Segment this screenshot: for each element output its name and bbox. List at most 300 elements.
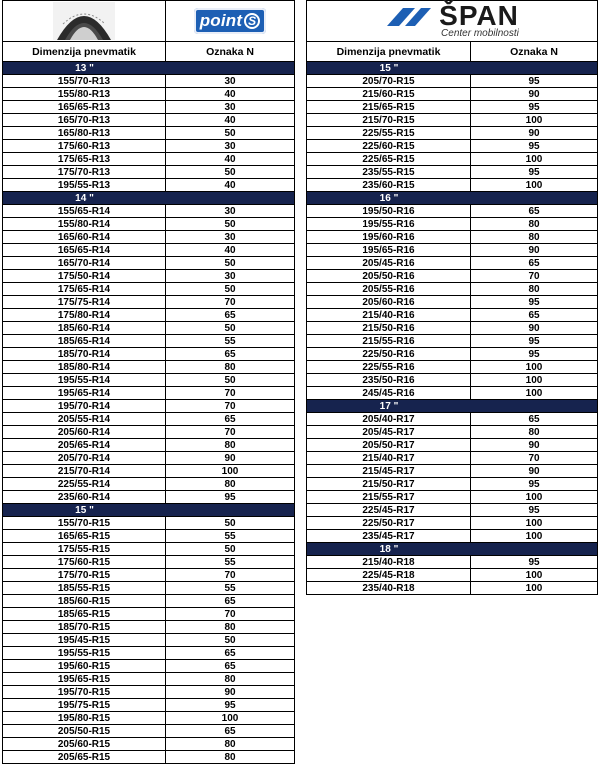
section-header: [3, 62, 294, 75]
tire-dimension: 205/40-R17: [307, 413, 471, 425]
tire-dimension: 185/65-R14: [3, 335, 166, 347]
mark-value: 80: [224, 621, 236, 633]
mark-value: 100: [221, 712, 239, 724]
section-header: [307, 400, 597, 413]
tire-dimension: 215/50-R16: [307, 322, 471, 334]
tire-dimension: 175/55-R15: [3, 543, 166, 555]
table-row: [307, 569, 597, 582]
mark-value: 95: [528, 478, 540, 490]
tire-dimension: 155/70-R13: [3, 75, 166, 87]
tire-icon: [53, 2, 115, 40]
table-row: [3, 426, 294, 439]
section-title: 14 ": [75, 192, 94, 204]
mark-value: 80: [528, 426, 540, 438]
mark-value: 70: [528, 270, 540, 282]
mark-value: 50: [224, 634, 236, 646]
span-logo-text: ŠPAN: [439, 0, 519, 31]
tire-dimension: 215/50-R17: [307, 478, 471, 490]
tire-dimension: 165/65-R14: [3, 244, 166, 256]
table-row: [307, 517, 597, 530]
table-row: [307, 504, 597, 517]
tire-dimension: 225/55-R15: [307, 127, 471, 139]
tire-dimension: 165/70-R14: [3, 257, 166, 269]
table-row: [307, 127, 597, 140]
right-tire-table: [306, 0, 598, 595]
table-row: [307, 582, 597, 594]
table-row: [3, 296, 294, 309]
tire-dimension: 215/70-R15: [307, 114, 471, 126]
table-row: [3, 322, 294, 335]
table-row: [3, 621, 294, 634]
mark-value: 30: [224, 270, 236, 282]
table-row: [3, 543, 294, 556]
tire-dimension: 195/75-R15: [3, 699, 166, 711]
span-logo-subtitle: Center mobilnosti: [441, 28, 519, 39]
mark-value: 50: [224, 517, 236, 529]
section-title: 13 ": [75, 62, 94, 74]
table-row: [3, 647, 294, 660]
mark-value: 40: [224, 88, 236, 100]
table-row: [307, 296, 597, 309]
mark-value: 80: [224, 478, 236, 490]
table-row: [3, 439, 294, 452]
mark-value: 90: [528, 465, 540, 477]
mark-value: 40: [224, 153, 236, 165]
mark-value: 80: [528, 218, 540, 230]
mark-value: 50: [224, 166, 236, 178]
tire-dimension: 185/70-R15: [3, 621, 166, 633]
tire-dimension: 225/55-R16: [307, 361, 471, 373]
left-tire-table: [2, 0, 295, 764]
mark-value: 65: [528, 413, 540, 425]
tire-dimension: 205/65-R15: [3, 751, 166, 763]
section-header: [3, 504, 294, 517]
table-row: [3, 348, 294, 361]
tire-dimension: 225/45-R18: [307, 569, 471, 581]
mark-value: 95: [224, 491, 236, 503]
right-rows: [307, 62, 597, 594]
table-row: [307, 322, 597, 335]
mark-value: 50: [224, 127, 236, 139]
mark-value: 65: [528, 309, 540, 321]
span-swoosh-icon: [385, 4, 433, 28]
tire-dimension: 185/60-R14: [3, 322, 166, 334]
mark-value: 95: [528, 75, 540, 87]
right-header-mark: Oznaka N: [510, 45, 558, 58]
tire-dimension: 195/70-R15: [3, 686, 166, 698]
tire-dimension: 195/65-R14: [3, 387, 166, 399]
left-header-dimension: Dimenzija pnevmatik: [3, 42, 166, 61]
tire-dimension: 235/40-R18: [307, 582, 471, 594]
mark-value: 90: [528, 127, 540, 139]
tire-dimension: 215/45-R17: [307, 465, 471, 477]
mark-value: 50: [224, 283, 236, 295]
mark-value: 90: [528, 439, 540, 451]
tire-dimension: 215/40-R17: [307, 452, 471, 464]
mark-value: 70: [224, 569, 236, 581]
table-row: [3, 387, 294, 400]
mark-value: 100: [525, 153, 543, 165]
mark-value: 65: [528, 205, 540, 217]
table-row: [307, 75, 597, 88]
tire-dimension: 205/50-R15: [3, 725, 166, 737]
mark-value: 80: [224, 673, 236, 685]
table-row: [307, 413, 597, 426]
mark-value: 55: [224, 530, 236, 542]
mark-value: 100: [525, 530, 543, 542]
tire-dimension: 165/65-R15: [3, 530, 166, 542]
table-row: [3, 660, 294, 673]
point-s-logo-text: point: [199, 11, 243, 30]
table-row: [307, 140, 597, 153]
tire-dimension: 225/60-R15: [307, 140, 471, 152]
tire-dimension: 235/45-R17: [307, 530, 471, 542]
tire-dimension: 205/65-R14: [3, 439, 166, 451]
tire-dimension: 175/70-R15: [3, 569, 166, 581]
tire-dimension: 195/70-R14: [3, 400, 166, 412]
table-row: [3, 491, 294, 504]
mark-value: 30: [224, 140, 236, 152]
table-row: [3, 582, 294, 595]
table-row: [3, 114, 294, 127]
table-row: [307, 452, 597, 465]
table-row: [307, 153, 597, 166]
mark-value: 95: [528, 101, 540, 113]
table-row: [3, 335, 294, 348]
mark-value: 80: [224, 439, 236, 451]
table-row: [307, 465, 597, 478]
table-row: [307, 244, 597, 257]
tire-dimension: 235/55-R15: [307, 166, 471, 178]
left-rows: [3, 62, 294, 763]
table-row: [3, 725, 294, 738]
mark-value: 40: [224, 114, 236, 126]
mark-value: 30: [224, 231, 236, 243]
table-row: [3, 231, 294, 244]
tire-dimension: 195/55-R14: [3, 374, 166, 386]
table-row: [307, 374, 597, 387]
right-logo-row: [307, 1, 597, 42]
table-row: [3, 244, 294, 257]
table-row: [3, 413, 294, 426]
mark-value: 65: [224, 413, 236, 425]
table-row: [3, 673, 294, 686]
table-row: [307, 478, 597, 491]
mark-value: 80: [224, 751, 236, 763]
table-row: [3, 270, 294, 283]
table-row: [3, 127, 294, 140]
table-row: [3, 153, 294, 166]
tire-dimension: 225/45-R17: [307, 504, 471, 516]
mark-value: 95: [528, 296, 540, 308]
tire-dimension: 205/55-R14: [3, 413, 166, 425]
tire-dimension: 205/45-R16: [307, 257, 471, 269]
mark-value: 50: [224, 218, 236, 230]
section-header: [307, 543, 597, 556]
tire-dimension: 185/60-R15: [3, 595, 166, 607]
tire-dimension: 205/60-R16: [307, 296, 471, 308]
mark-value: 70: [224, 387, 236, 399]
tire-dimension: 175/65-R13: [3, 153, 166, 165]
left-header-mark: Oznaka N: [206, 45, 254, 58]
mark-value: 80: [224, 738, 236, 750]
mark-value: 70: [528, 452, 540, 464]
tire-dimension: 195/45-R15: [3, 634, 166, 646]
tire-dimension: 205/50-R17: [307, 439, 471, 451]
tire-dimension: 235/60-R15: [307, 179, 471, 191]
table-row: [3, 517, 294, 530]
tire-dimension: 235/50-R16: [307, 374, 471, 386]
table-row: [307, 257, 597, 270]
tire-image-cell: [3, 1, 166, 41]
tire-dimension: 195/65-R16: [307, 244, 471, 256]
table-row: [3, 686, 294, 699]
table-row: [3, 634, 294, 647]
table-row: [3, 556, 294, 569]
mark-value: 65: [224, 647, 236, 659]
mark-value: 70: [224, 296, 236, 308]
table-row: [3, 257, 294, 270]
table-row: [307, 218, 597, 231]
table-row: [3, 738, 294, 751]
tire-dimension: 195/55-R16: [307, 218, 471, 230]
table-row: [3, 309, 294, 322]
table-row: [3, 101, 294, 114]
tire-dimension: 175/50-R14: [3, 270, 166, 282]
tire-dimension: 155/80-R13: [3, 88, 166, 100]
table-row: [307, 114, 597, 127]
tire-dimension: 215/70-R14: [3, 465, 166, 477]
tire-dimension: 225/55-R14: [3, 478, 166, 490]
tire-dimension: 205/60-R15: [3, 738, 166, 750]
mark-value: 100: [525, 179, 543, 191]
tire-dimension: 185/65-R15: [3, 608, 166, 620]
table-row: [307, 283, 597, 296]
tire-dimension: 175/75-R14: [3, 296, 166, 308]
tire-dimension: 195/60-R16: [307, 231, 471, 243]
tire-dimension: 215/55-R16: [307, 335, 471, 347]
section-header: [307, 192, 597, 205]
mark-value: 100: [525, 114, 543, 126]
table-row: [3, 179, 294, 192]
mark-value: 30: [224, 75, 236, 87]
tire-dimension: 175/65-R14: [3, 283, 166, 295]
tire-dimension: 195/55-R15: [3, 647, 166, 659]
mark-value: 65: [528, 257, 540, 269]
tire-dimension: 215/60-R15: [307, 88, 471, 100]
mark-value: 65: [224, 595, 236, 607]
tire-dimension: 155/80-R14: [3, 218, 166, 230]
table-row: [307, 101, 597, 114]
table-row: [3, 218, 294, 231]
table-row: [307, 231, 597, 244]
tire-dimension: 205/70-R14: [3, 452, 166, 464]
mark-value: 55: [224, 335, 236, 347]
tire-dimension: 245/45-R16: [307, 387, 471, 399]
tire-dimension: 195/60-R15: [3, 660, 166, 672]
mark-value: 65: [224, 348, 236, 360]
section-title: 15 ": [75, 504, 94, 516]
tire-dimension: 195/50-R16: [307, 205, 471, 217]
mark-value: 50: [224, 257, 236, 269]
mark-value: 95: [224, 699, 236, 711]
table-row: [3, 400, 294, 413]
section-header: [3, 192, 294, 205]
mark-value: 55: [224, 556, 236, 568]
table-row: [307, 309, 597, 322]
mark-value: 80: [528, 283, 540, 295]
mark-value: 95: [528, 166, 540, 178]
mark-value: 100: [525, 517, 543, 529]
section-title: 16 ": [379, 192, 399, 204]
mark-value: 50: [224, 374, 236, 386]
table-row: [307, 88, 597, 101]
tire-dimension: 195/55-R13: [3, 179, 166, 191]
table-row: [307, 335, 597, 348]
mark-value: 65: [224, 725, 236, 737]
left-header-row: [3, 42, 294, 62]
mark-value: 90: [528, 322, 540, 334]
mark-value: 40: [224, 179, 236, 191]
mark-value: 100: [525, 361, 543, 373]
mark-value: 70: [224, 608, 236, 620]
tire-dimension: 215/40-R16: [307, 309, 471, 321]
mark-value: 90: [224, 452, 236, 464]
tire-dimension: 165/70-R13: [3, 114, 166, 126]
tire-dimension: 205/55-R16: [307, 283, 471, 295]
table-row: [3, 530, 294, 543]
tire-dimension: 205/45-R17: [307, 426, 471, 438]
table-row: [307, 361, 597, 374]
tire-dimension: 175/70-R13: [3, 166, 166, 178]
table-row: [307, 179, 597, 192]
tire-dimension: 205/60-R14: [3, 426, 166, 438]
tire-dimension: 215/55-R17: [307, 491, 471, 503]
table-row: [307, 387, 597, 400]
tire-dimension: 175/60-R15: [3, 556, 166, 568]
table-row: [307, 205, 597, 218]
mark-value: 65: [224, 309, 236, 321]
table-row: [3, 374, 294, 387]
mark-value: 30: [224, 101, 236, 113]
tire-dimension: 205/70-R15: [307, 75, 471, 87]
right-header-row: [307, 42, 597, 62]
mark-value: 50: [224, 322, 236, 334]
tire-dimension: 225/65-R15: [307, 153, 471, 165]
span-logo-cell: [307, 1, 597, 41]
mark-value: 65: [224, 660, 236, 672]
table-row: [3, 699, 294, 712]
mark-value: 100: [525, 569, 543, 581]
table-row: [307, 530, 597, 543]
table-row: [3, 452, 294, 465]
table-row: [307, 348, 597, 361]
point-s-logo-cell: [166, 1, 294, 41]
tire-dimension: 155/70-R15: [3, 517, 166, 529]
section-title: 17 ": [379, 400, 399, 412]
table-row: [307, 166, 597, 179]
table-row: [3, 205, 294, 218]
tire-dimension: 225/50-R17: [307, 517, 471, 529]
table-row: [307, 491, 597, 504]
tire-dimension: 215/65-R15: [307, 101, 471, 113]
mark-value: 70: [224, 426, 236, 438]
tire-dimension: 235/60-R14: [3, 491, 166, 503]
tire-dimension: 195/65-R15: [3, 673, 166, 685]
mark-value: 70: [224, 400, 236, 412]
table-row: [3, 712, 294, 725]
tire-dimension: 185/70-R14: [3, 348, 166, 360]
tire-dimension: 215/40-R18: [307, 556, 471, 568]
mark-value: 80: [224, 361, 236, 373]
table-row: [3, 751, 294, 763]
mark-value: 100: [221, 465, 239, 477]
mark-value: 100: [525, 374, 543, 386]
mark-value: 95: [528, 335, 540, 347]
tire-dimension: 185/55-R15: [3, 582, 166, 594]
mark-value: 90: [528, 244, 540, 256]
table-row: [307, 270, 597, 283]
mark-value: 95: [528, 556, 540, 568]
tire-dimension: 155/65-R14: [3, 205, 166, 217]
mark-value: 100: [525, 582, 543, 594]
tire-dimension: 185/80-R14: [3, 361, 166, 373]
table-row: [307, 426, 597, 439]
table-row: [3, 608, 294, 621]
table-row: [3, 166, 294, 179]
tire-dimension: 175/80-R14: [3, 309, 166, 321]
tire-dimension: 165/60-R14: [3, 231, 166, 243]
span-logo: [385, 0, 519, 39]
mark-value: 100: [525, 387, 543, 399]
table-row: [307, 439, 597, 452]
table-row: [3, 478, 294, 491]
left-logo-row: [3, 1, 294, 42]
mark-value: 55: [224, 582, 236, 594]
table-row: [3, 465, 294, 478]
mark-value: 50: [224, 543, 236, 555]
mark-value: 90: [528, 88, 540, 100]
section-title: 15 ": [379, 62, 399, 74]
point-s-logo: [194, 8, 267, 34]
table-row: [3, 140, 294, 153]
tire-dimension: 205/50-R16: [307, 270, 471, 282]
section-title: 18 ": [379, 543, 399, 555]
table-row: [3, 88, 294, 101]
tire-dimension: 225/50-R16: [307, 348, 471, 360]
section-header: [307, 62, 597, 75]
mark-value: 95: [528, 504, 540, 516]
mark-value: 95: [528, 348, 540, 360]
right-header-dimension: Dimenzija pnevmatik: [307, 42, 471, 61]
table-row: [307, 556, 597, 569]
table-row: [3, 75, 294, 88]
mark-value: 90: [224, 686, 236, 698]
table-row: [3, 595, 294, 608]
table-row: [3, 569, 294, 582]
tire-dimension: 165/80-R13: [3, 127, 166, 139]
mark-value: 100: [525, 491, 543, 503]
table-row: [3, 361, 294, 374]
tire-dimension: 175/60-R13: [3, 140, 166, 152]
tire-dimension: 195/80-R15: [3, 712, 166, 724]
mark-value: 30: [224, 205, 236, 217]
mark-value: 80: [528, 231, 540, 243]
tire-dimension: 165/65-R13: [3, 101, 166, 113]
point-s-logo-mark: S: [244, 13, 260, 29]
mark-value: 95: [528, 140, 540, 152]
table-row: [3, 283, 294, 296]
